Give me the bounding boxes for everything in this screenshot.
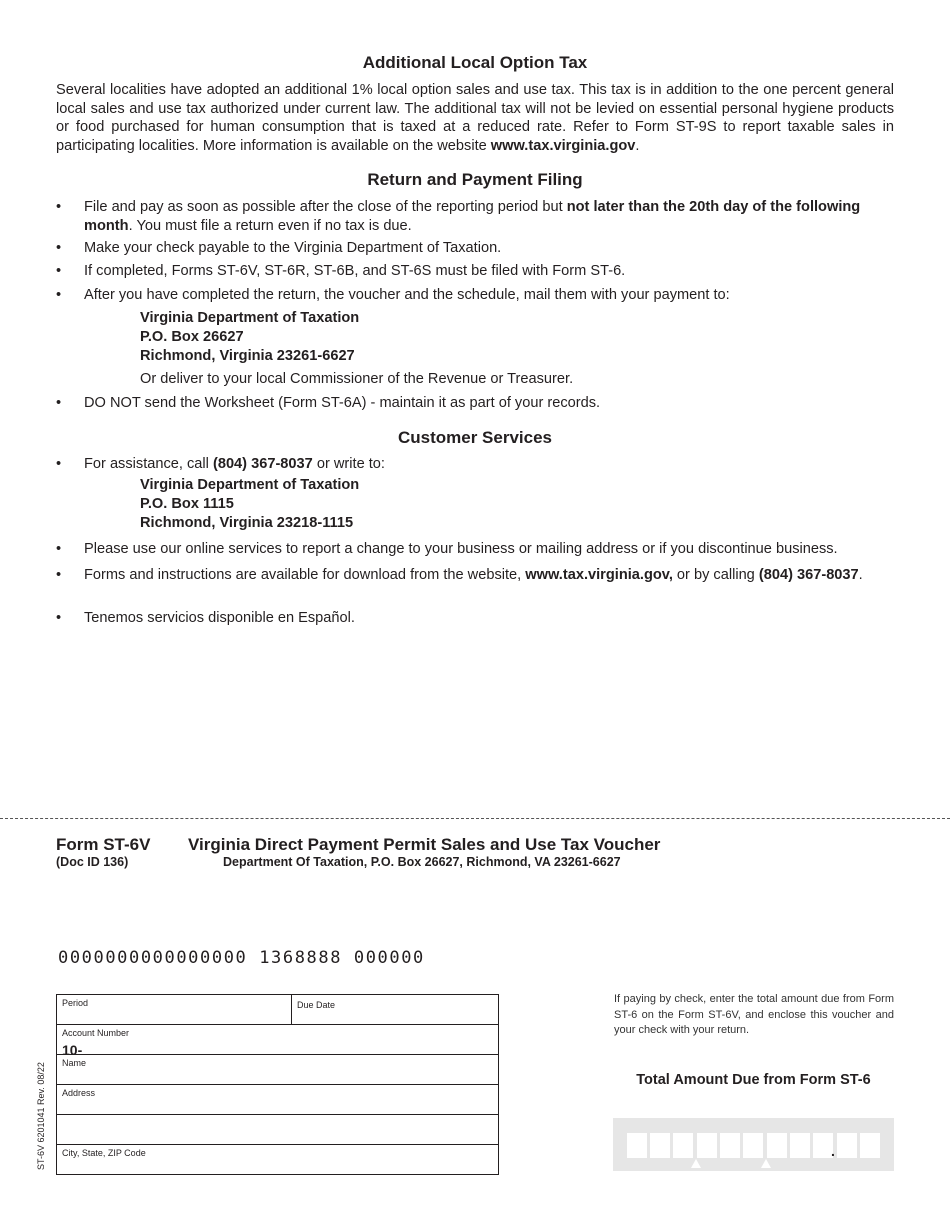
amount-digit-box[interactable] [673, 1133, 693, 1158]
period: . [635, 137, 640, 154]
department-address: Department Of Taxation, P.O. Box 26627, Richmond, VA 23261-6627 [223, 855, 621, 869]
text: . You must file a return even if no tax is due. [128, 217, 412, 234]
account-number-label: Account Number [62, 1028, 130, 1038]
amount-digit-box[interactable] [813, 1133, 833, 1158]
scan-line: 0000000000000000 1368888 000000 [58, 948, 425, 968]
text: Make your check payable to the Virginia Department of Taxation. [84, 240, 502, 256]
text: File and pay as soon as possible after the close of the reporting period but [84, 199, 567, 215]
address-field[interactable] [57, 1084, 498, 1114]
due-date-label: Due Date [297, 1000, 336, 1010]
list-item: • Forms and instructions are available for download from the website, www.tax.virginia.gov, or by calling (804) 367-8037. [56, 567, 863, 583]
list-item: • After you have completed the return, the voucher and the schedule, mail them with your payment to: [56, 286, 894, 305]
text: Tenemos servicios disponible en Español. [84, 610, 355, 626]
thousands-separator-marker-icon [691, 1159, 701, 1168]
amount-digit-box[interactable] [627, 1133, 647, 1158]
phone-number: (804) 367-8037 [758, 567, 859, 583]
period-row [57, 995, 498, 1024]
address-line-2-field[interactable] [57, 1114, 498, 1144]
address-line: Virginia Department of Taxation [140, 310, 360, 326]
list-item: • DO NOT send the Worksheet (Form ST-6A) - maintain it as part of your records. [56, 394, 894, 413]
address-line: P.O. Box 1115 [140, 495, 234, 512]
list-item: • If completed, Forms ST-6V, ST-6R, ST-6B, and ST-6S must be filed with Form ST-6. [56, 262, 894, 281]
amount-digit-box[interactable] [743, 1133, 763, 1158]
text: If completed, Forms ST-6V, ST-6R, ST-6B, and ST-6S must be filed with Form ST-6. [84, 263, 626, 279]
text: or by calling [672, 567, 759, 583]
heading-local-option: Additional Local Option Tax [362, 53, 588, 72]
text: Forms and instructions are available for download from the website, [84, 567, 526, 583]
list-item: • Please use our online services to report a change to your business or mailing address or if you discontinue business. [56, 540, 894, 559]
list-item: • Tenemos servicios disponible en Español. [56, 609, 894, 628]
taxpayer-info-form [56, 994, 499, 1175]
address-line: Virginia Department of Taxation [140, 477, 360, 493]
text: For assistance, call [84, 456, 213, 472]
customer-address [140, 476, 359, 532]
text: or write to: [312, 456, 385, 472]
address-line: P.O. Box 26627 [140, 328, 244, 345]
cut-line [0, 818, 950, 819]
text: . [858, 567, 863, 583]
list-item: • Make your check payable to the Virginia Department of Taxation. [56, 239, 894, 258]
form-number: Form ST-6V [56, 835, 151, 854]
phone-number: (804) 367-8037 [212, 456, 313, 472]
amount-digit-box[interactable] [767, 1133, 787, 1158]
deliver-note: Or deliver to your local Commissioner of the Revenue or Treasurer. [140, 371, 574, 387]
heading-customer-services: Customer Services [397, 428, 553, 447]
amount-digit-box[interactable] [650, 1133, 670, 1158]
heading-return-filing: Return and Payment Filing [367, 170, 583, 189]
amount-digit-box[interactable] [720, 1133, 740, 1158]
due-date-field[interactable] [292, 995, 498, 1024]
total-amount-input[interactable] [613, 1118, 894, 1171]
name-field[interactable] [57, 1054, 498, 1084]
city-state-zip-field[interactable] [57, 1144, 498, 1174]
payment-instructions: If paying by check, enter the total amount due from Form ST-6 on the Form ST-6V, and enclose this voucher and your check with your return. [614, 993, 894, 1036]
city-state-zip-label: City, State, ZIP Code [62, 1148, 146, 1158]
amount-digit-box[interactable] [697, 1133, 717, 1158]
paragraph-text: Several localities have adopted an additional 1% local option sales and use tax. This tax is in addition to the one percent general local sales and use tax authorized under current law. The additional tax will not be levied on essential personal hygiene products or food purchased for human consumption that is taxed at a reduced rate. Refer to Form ST-9S to report taxable sales in participating localities. More information is available on the website [56, 82, 894, 154]
thousands-separator-marker-icon [761, 1159, 771, 1168]
text: After you have completed the return, the voucher and the schedule, mail them with your payment to: [84, 287, 730, 303]
account-number-value: 10- [62, 1042, 83, 1058]
doc-id: (Doc ID 136) [56, 855, 129, 869]
total-amount-label: Total Amount Due from Form ST-6 [636, 1072, 871, 1088]
amount-digit-box[interactable] [790, 1133, 810, 1158]
text: DO NOT send the Worksheet (Form ST-6A) - maintain it as part of your records. [84, 395, 601, 411]
account-number-field[interactable] [57, 1024, 498, 1058]
website-link[interactable]: www.tax.virginia.gov [490, 137, 636, 154]
address-line: Richmond, Virginia 23261-6627 [140, 347, 355, 364]
amount-digit-box[interactable] [837, 1133, 857, 1158]
amount-digit-box[interactable] [860, 1133, 880, 1158]
form-revision-code: ST-6V 6201041 Rev. 08/22 [36, 1062, 46, 1170]
mailing-address [140, 309, 359, 365]
period-label: Period [62, 998, 89, 1008]
period-field[interactable] [57, 995, 292, 1024]
decimal-point: . [831, 1143, 835, 1159]
deadline-text: not later than the 20th day of the following month [84, 199, 861, 234]
text: Please use our online services to report a change to your business or mailing address or if you discontinue business. [84, 541, 838, 557]
voucher-title: Virginia Direct Payment Permit Sales and Use Tax Voucher [188, 835, 661, 854]
address-line: Richmond, Virginia 23218-1115 [140, 514, 354, 531]
name-label: Name [62, 1058, 87, 1068]
list-item: • File and pay as soon as possible after the close of the reporting period but not later than the 20th day of the following month. You must file a return even if no tax is due. [56, 199, 861, 234]
website-link[interactable]: www.tax.virginia.gov, [525, 567, 673, 583]
local-option-text [56, 81, 894, 155]
list-item: • For assistance, call (804) 367-8037 or write to: [56, 456, 385, 472]
address-label: Address [62, 1088, 96, 1098]
